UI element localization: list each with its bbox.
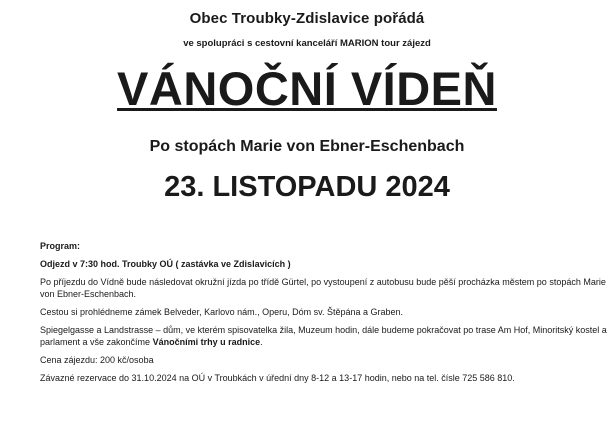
event-subtitle: Po stopách Marie von Ebner-Eschenbach (149, 138, 465, 155)
departure-line: Odjezd v 7:30 hod. Troubky OÚ ( zastávka ve Zdislavicích ) (40, 259, 291, 269)
program-paragraph-1: Po příjezdu do Vídně bude následovat okružní jízda po třídě Gürtel, po vystoupení z autobusu bude pěší procházka městem po stopách Marie von Ebner-Eschenbach. (40, 277, 606, 299)
program-paragraph-3 (40, 324, 610, 348)
organizer-heading: Obec Troubky-Zdislavice pořádá (189, 10, 425, 27)
reservation-line: Závazné rezervace do 31.10.2024 na OÚ v Troubkách v úřední dny 8-12 a 13-17 hodin, nebo na tel. čísle 725 586 810. (40, 373, 515, 383)
program-paragraph-3-text: Spiegelgasse a Landstrasse – dům, ve kterém spisovatelka žila, Muzeum hodin, dále budeme pokračovat po trase Am Hof, Minoritský kostel a parlament a vše zakončíme (40, 325, 607, 347)
christmas-markets-highlight: Vánočními trhy u radnice (152, 337, 261, 347)
program-section (40, 240, 610, 390)
event-title: VÁNOČNÍ VÍDEŇ (117, 62, 497, 115)
event-date: 23. LISTOPADU 2024 (164, 171, 450, 203)
cooperation-line: ve spolupráci s cestovní kanceláří MARION tour zájezd (183, 38, 431, 49)
program-paragraph-3-end: . (260, 337, 263, 347)
program-heading: Program: (40, 241, 81, 251)
price-line: Cena zájezdu: 200 kč/osoba (40, 355, 154, 365)
program-paragraph-2: Cestou si prohlédneme zámek Belveder, Karlovo nám., Operu, Dóm sv. Štěpána a Graben. (40, 307, 404, 317)
